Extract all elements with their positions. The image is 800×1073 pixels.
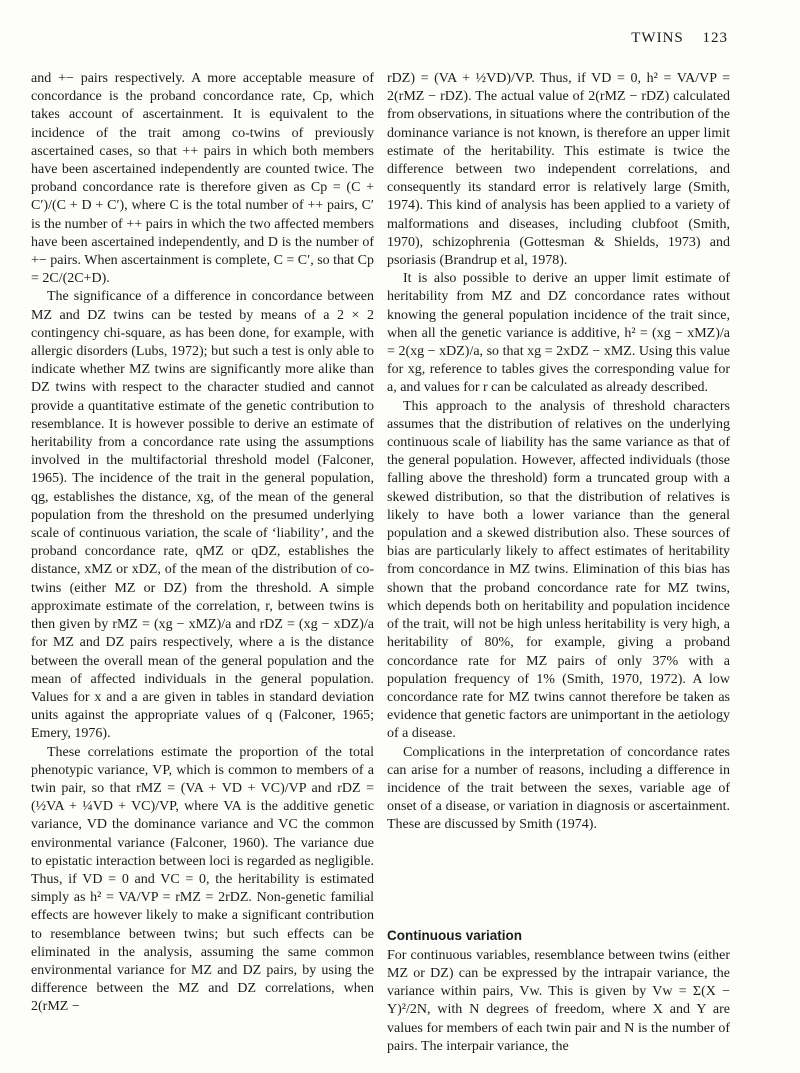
paragraph: Complications in the interpretation of concordance rates can arise for a number of reasons, including a difference in incidence of the trait between the sexes, variable age of onset of a disease, or variation in diagnosis or ascertainment. These are discussed by Smith (1974). xyxy=(387,744,730,833)
paragraph: The significance of a difference in concordance between MZ and DZ twins can be tested by means of a 2 × 2 contingency chi-square, as has been done, for example, with allergic disorders (Lubs, 1972); but such a test is only able to indicate whether MZ twins are significantly more alike than DZ twins with respect to the character studied and cannot provide a quantitative estimate of the genetic contribution to resemblance. It is however possible to derive an estimate of heritability from a concordance rate using the assumptions involved in the multifactorial threshold model (Falconer, 1965). The incidence of the trait in the general population, qg, establishes the distance, xg, of the mean of the general population from the threshold on the presumed underlying scale of continuous variation, the scale of ‘liability’, and the proband concordance rate, qMZ or qDZ, establishes the distance, xMZ or xDZ, of the mean of the distribution of co-twins (either MZ or DZ) from the threshold. A simple approximate estimate of the correlation, r, between twins is then given by rMZ = (xg − xMZ)/a and rDZ = (xg − xDZ)/a for MZ and DZ pairs respectively, where a is the distance between the overall mean of the general population and the mean of affected individuals in the general population. Values for x and a are given in tables in standard deviation units against the appropriate values of q (Falconer, 1965; Emery, 1976). xyxy=(31,289,374,742)
running-head-title: TWINS xyxy=(631,30,684,46)
running-head xyxy=(631,30,728,47)
paragraph: These correlations estimate the proportion of the total phenotypic variance, VP, which is common to members of a twin pair, so that rMZ = (VA + VD + VC)/VP and rDZ = (½VA + ¼VD + VC)/VP, where VA is the additive genetic variance, VD the dominance variance and VC the common environmental variance (Falconer, 1960). The variance due to epistatic interaction between loci is regarded as negligible. Thus, if VD = 0 and VC = 0, the heritability is estimated simply as h² = VA/VP = rMZ = 2rDZ. Non-genetic familial effects are however likely to make a significant contribution to resemblance between twins; but such effects can be eliminated in the analysis, assuming the same common environmental variance for MZ and DZ pairs, by using the difference between the MZ and DZ correlations, when 2(rMZ − xyxy=(31,744,374,1015)
right-column xyxy=(387,70,730,1056)
section-heading: Continuous variation xyxy=(387,927,522,943)
paragraph: and +− pairs respectively. A more acceptable measure of concordance is the proband concordance rate, Cp, which takes account of ascertainment. It is equivalent to the incidence of the trait among co-twins of previously ascertained cases, so that ++ pairs in which both members have been ascertained independently are counted twice. The proband concordance rate is therefore given as Cp = (C + C′)/(C + D + C′), where C is the total number of ++ pairs, C′ is the number of ++ pairs in which the two affected members have been ascertained independently, and D is the number of +− pairs. When ascertainment is complete, C = C′, so that Cp = 2C/(2C+D). xyxy=(31,71,374,287)
paragraph: This approach to the analysis of threshold characters assumes that the distribution of relatives on the underlying continuous scale of liability has the same variance as that of the general population. However, affected individuals (those falling above the threshold) form a truncated group with a skewed distribution, so that the distribution of relatives is likely to have both a lower variance than the general population and a skewed distribution also. These sources of bias are particularly likely to affect estimates of heritability from concordance in MZ twins. Elimination of this bias has shown that the proband concordance rate for MZ twins, which depends both on heritability and population incidence of the trait, will not be high unless heritability is very high, a heritability of 80%, for example, giving a proband concordance rate for MZ pairs of only 37% with a population frequency of 1% (Smith, 1970, 1972). A low concordance rate for MZ twins cannot therefore be taken as evidence that genetic factors are unimportant in the aetiology of a disease. xyxy=(387,398,730,742)
paragraph: For continuous variables, resemblance between twins (either MZ or DZ) can be expressed by the intrapair variance, the variance within pairs, Vw. This is given by Vw = Σ(X − Y)²/2N, with N degrees of freedom, where X and Y are values for members of each twin pair and N is the number of pairs. The interpair variance, the xyxy=(387,947,730,1054)
left-column xyxy=(31,70,374,1017)
page-number: 123 xyxy=(702,30,728,46)
paragraph: It is also possible to derive an upper limit estimate of heritability from MZ and DZ concordance rates without knowing the general population incidence of the trait since, when all the genetic variance is additive, h² = (xg − xMZ)/a = 2(xg − xDZ)/a, so that xg = 2xDZ − xMZ. Using this value for xg, reference to tables gives the corresponding value for a, and values for r can be calculated as already described. xyxy=(387,271,730,396)
paragraph: rDZ) = (VA + ½VD)/VP. Thus, if VD = 0, h² = VA/VP = 2(rMZ − rDZ). The actual value of 2(rMZ − rDZ) calculated from observations, in situations where the contribution of the dominance variance is not known, is therefore an upper limit estimate of the heritability. This estimate is twice the difference between two independent correlations, and consequently its standard error is relatively large (Smith, 1974). This kind of analysis has been applied to a variety of malformations and diseases, including clubfoot (Smith, 1970), schizophrenia (Gottesman & Shields, 1973) and psoriasis (Brandrup et al, 1978). xyxy=(387,71,730,269)
